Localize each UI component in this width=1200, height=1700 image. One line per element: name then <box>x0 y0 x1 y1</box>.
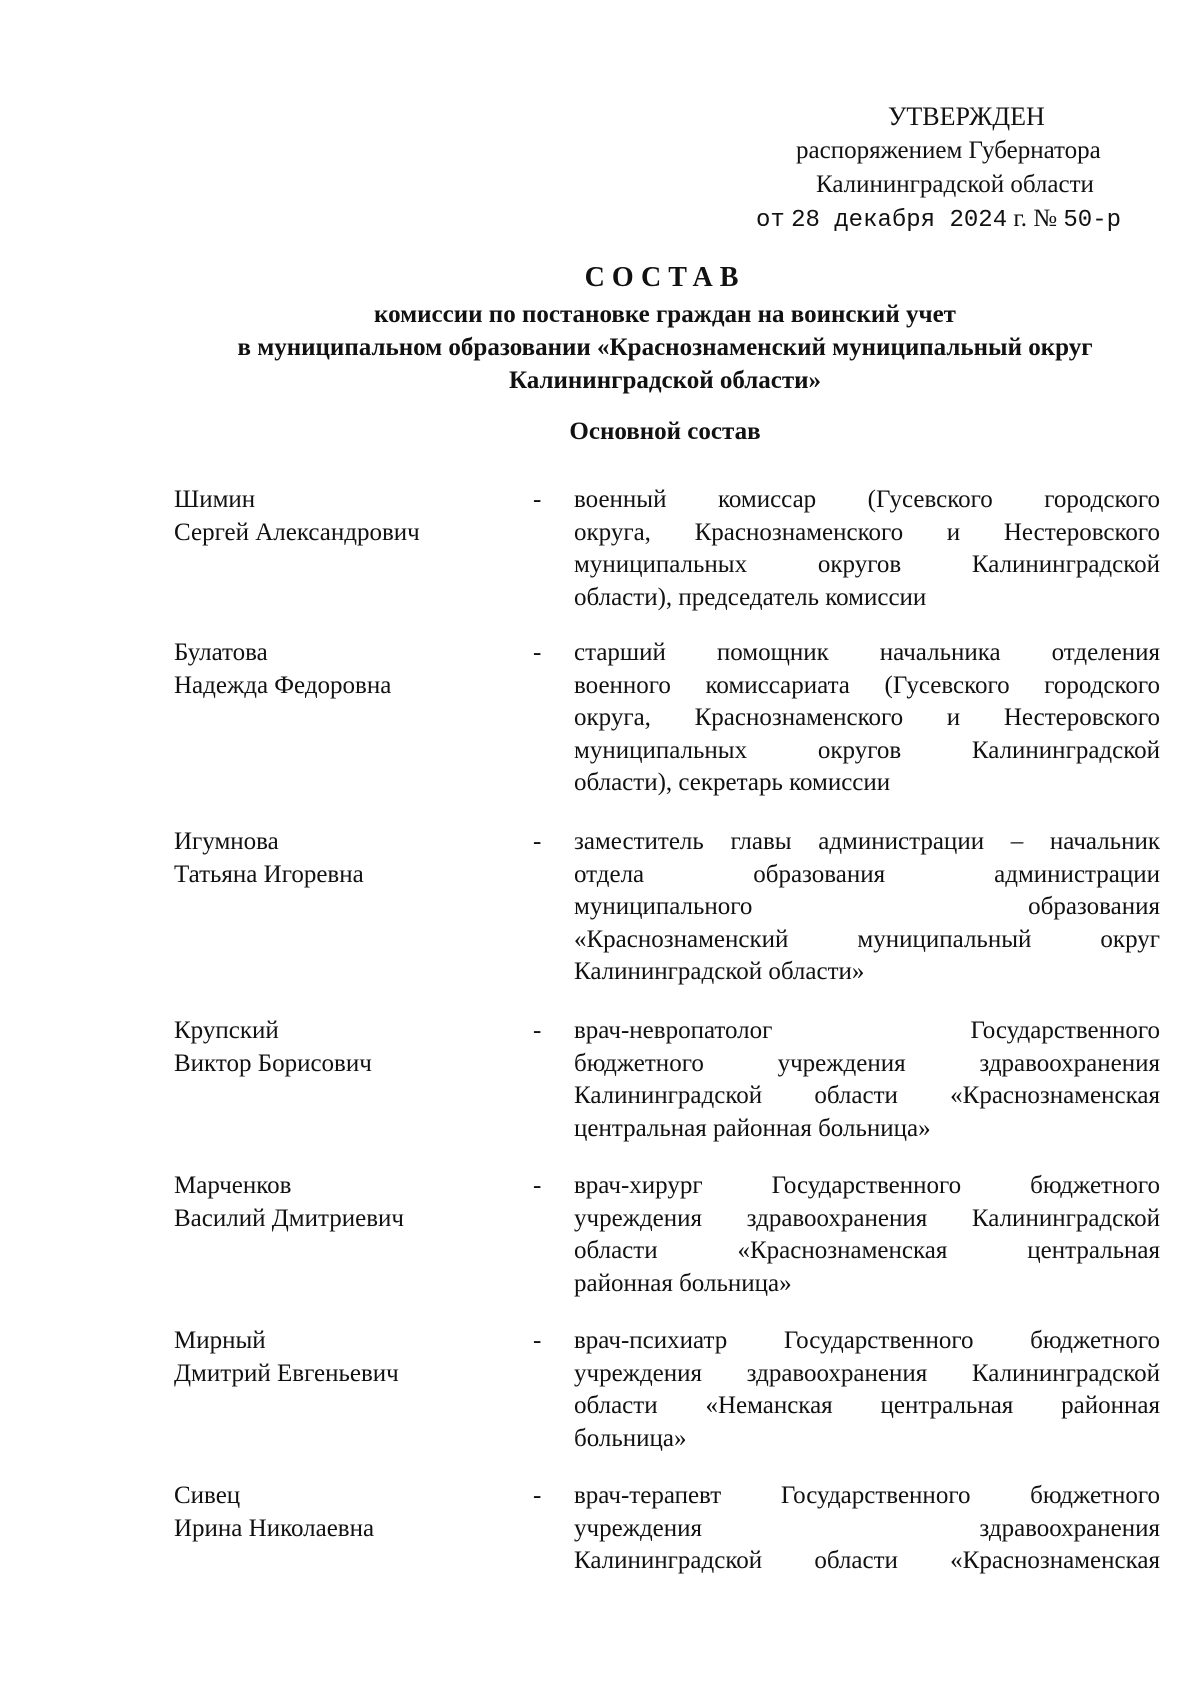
member-role-line: области), председатель комиссии <box>574 583 927 611</box>
member-name <box>174 637 494 702</box>
heading-line-2: в муниципальном образовании «Краснознаменский муниципальный округ <box>237 334 1093 361</box>
member-role-line: округа, Краснознаменского и Нестеровского <box>574 704 1160 731</box>
member-role-line: учреждения здравоохранения Калининградской <box>574 1204 1160 1232</box>
member-dash: - <box>533 1482 542 1509</box>
document-heading <box>170 260 1160 397</box>
member-given-names: Татьяна Игоревна <box>174 860 364 888</box>
member-surname: Марченков <box>174 1172 292 1199</box>
member-role-line: больница» <box>574 1424 687 1452</box>
approval-title: УТВЕРЖДЕН <box>888 102 1045 131</box>
member-role-line: районная больница» <box>574 1269 792 1297</box>
section-title: Основной состав <box>569 418 761 445</box>
member-role-line: области), секретарь комиссии <box>574 769 891 796</box>
member-name <box>174 1015 494 1080</box>
member-role-line: старший помощник начальника отделения <box>574 639 1160 666</box>
member-given-names: Василий Дмитриевич <box>174 1204 404 1232</box>
document-title: СОСТАВ <box>584 262 746 293</box>
member-role-line: центральная районная больница» <box>574 1114 931 1142</box>
member-name <box>174 1480 494 1545</box>
member-given-names: Надежда Федоровна <box>174 671 392 699</box>
member-dash: - <box>533 828 542 855</box>
member-role-line: учреждения здравоохранения Калининградской <box>574 1359 1160 1387</box>
approval-line-3: Калининградской области <box>816 171 1094 198</box>
member-role-line: округа, Краснознаменского и Нестеровского <box>574 518 1160 546</box>
member-role-line: Калининградской области» <box>574 958 865 985</box>
member-role-line: бюджетного учреждения здравоохранения <box>574 1049 1160 1077</box>
member-role-line: военный комиссар (Гусевского городского <box>574 486 1160 513</box>
member-role <box>574 637 1160 800</box>
member-given-names: Ирина Николаевна <box>174 1514 375 1542</box>
member-role-line: области «Неманская центральная районная <box>574 1392 1160 1419</box>
member-role-line: отдела образования администрации <box>574 860 1160 888</box>
approval-line-2: распоряжением Губернатора <box>796 137 1101 164</box>
member-role <box>574 1325 1160 1455</box>
member-surname: Булатова <box>174 639 268 666</box>
member-name <box>174 484 494 549</box>
approval-date: 28 декабря 2024 <box>791 207 1008 234</box>
member-role-line: области «Краснознаменская центральная <box>574 1237 1160 1264</box>
member-dash: - <box>533 1172 542 1199</box>
member-role <box>574 484 1160 614</box>
member-given-names: Сергей Александрович <box>174 518 420 546</box>
member-role-line: врач-хирург Государственного бюджетного <box>574 1172 1160 1199</box>
member-dash: - <box>533 639 542 666</box>
member-name <box>174 1325 494 1390</box>
member-name <box>174 1170 494 1235</box>
approval-stamp <box>720 100 1150 238</box>
member-role-line: «Краснознаменский муниципальный округ <box>574 925 1160 953</box>
approval-number-label: г. № <box>1013 205 1058 232</box>
member-dash: - <box>533 1017 542 1044</box>
member-role-line: Калининградской области «Краснознаменская <box>574 1547 1160 1574</box>
member-surname: Шимин <box>174 486 256 513</box>
member-role-line: врач-терапевт Государственного бюджетного <box>574 1482 1160 1509</box>
member-role-line: заместитель главы администрации – начальник <box>574 828 1160 855</box>
member-dash: - <box>533 486 542 513</box>
member-role <box>574 1480 1160 1578</box>
member-given-names: Виктор Борисович <box>174 1049 372 1077</box>
member-role-line: Калининградской области «Краснознаменская <box>574 1082 1160 1109</box>
heading-line-1: комиссии по постановке граждан на воинский учет <box>374 301 956 328</box>
member-role <box>574 1015 1160 1145</box>
member-role-line: муниципальных округов Калининградской <box>574 736 1160 764</box>
member-surname: Мирный <box>174 1327 266 1354</box>
member-name <box>174 826 494 891</box>
member-role-line: врач-психиатр Государственного бюджетного <box>574 1327 1160 1354</box>
approval-date-line <box>720 202 1150 238</box>
member-role-line: муниципального образования <box>574 893 1160 920</box>
member-role-line: учреждения здравоохранения <box>574 1514 1160 1542</box>
heading-line-3: Калининградской области» <box>508 367 822 394</box>
approval-number: 50-р <box>1063 207 1122 234</box>
approval-date-prefix: от <box>756 207 785 234</box>
member-given-names: Дмитрий Евгеньевич <box>174 1359 399 1387</box>
member-role-line: врач-невропатолог Государственного <box>574 1017 1160 1044</box>
member-surname: Сивец <box>174 1482 241 1509</box>
member-dash: - <box>533 1327 542 1354</box>
member-surname: Крупский <box>174 1017 279 1044</box>
member-surname: Игумнова <box>174 828 279 855</box>
member-role <box>574 826 1160 989</box>
member-role-line: военного комиссариата (Гусевского городского <box>574 671 1160 699</box>
member-role <box>574 1170 1160 1300</box>
member-role-line: муниципальных округов Калининградской <box>574 551 1160 578</box>
